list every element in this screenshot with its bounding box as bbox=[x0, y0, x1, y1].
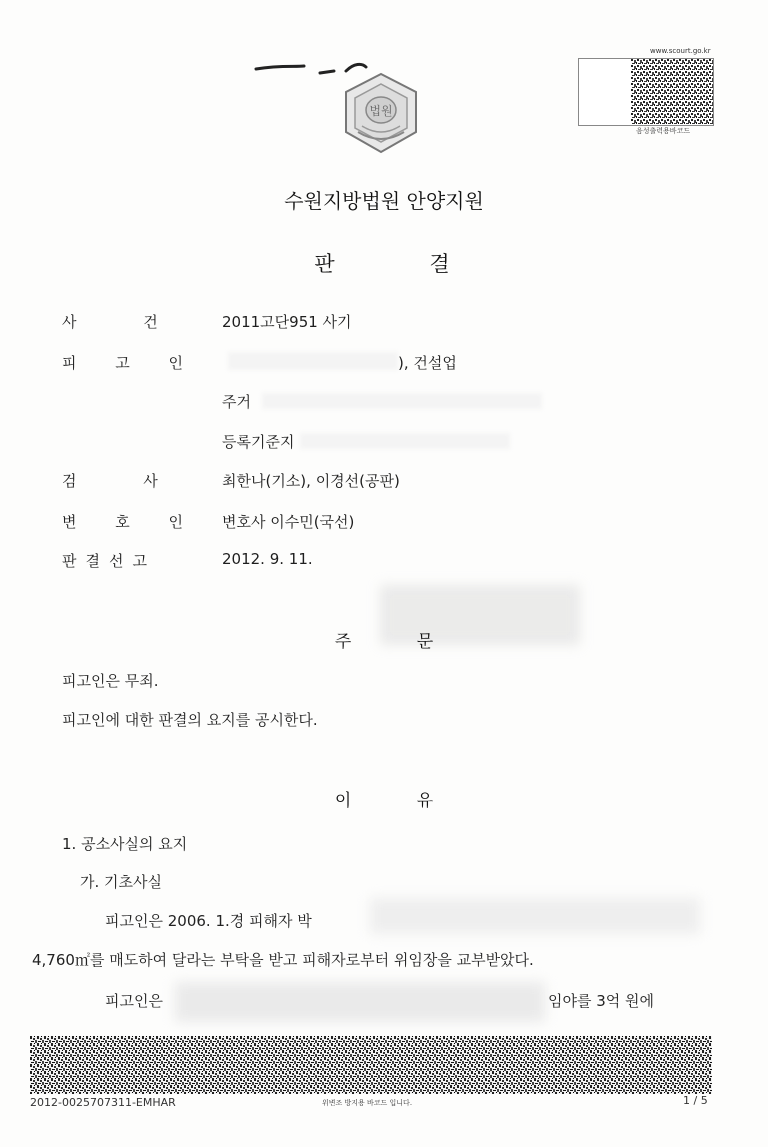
redaction bbox=[228, 352, 398, 370]
subsection-heading: 가. 기초사실 bbox=[80, 873, 162, 891]
paragraph-line: 피고인은 bbox=[105, 992, 163, 1010]
label-prosecutor: 검 사 bbox=[62, 472, 159, 490]
label-registration: 등록기준지 bbox=[222, 433, 295, 451]
barcode-note: 위변조 방지용 바코드 입니다. bbox=[322, 1099, 413, 1107]
order-line: 피고인은 무죄. bbox=[62, 672, 159, 690]
paragraph-line: 4,760㎡를 매도하여 달라는 부탁을 받고 피해자로부터 위임장을 교부받았다. bbox=[32, 951, 534, 969]
label-lawyer: 변 호 인 bbox=[62, 513, 185, 531]
label-defendant: 피 고 인 bbox=[62, 354, 185, 372]
court-name: 수원지방법원 안양지원 bbox=[284, 189, 484, 213]
barcode-caption: 음성출력용바코드 bbox=[636, 127, 691, 135]
redaction bbox=[300, 433, 510, 449]
value-lawyer: 변호사 이수민(국선) bbox=[222, 513, 355, 531]
barcode-icon bbox=[631, 59, 713, 125]
order-title: 주 문 bbox=[334, 632, 434, 652]
value-sentence-date: 2012. 9. 11. bbox=[222, 550, 313, 568]
order-line: 피고인에 대한 판결의 요지를 공시한다. bbox=[62, 711, 318, 729]
redaction bbox=[370, 898, 700, 934]
value-defendant: ), 건설업 bbox=[398, 354, 457, 372]
reason-title: 이 유 bbox=[334, 791, 434, 811]
label-sentence-date: 판결선고 bbox=[62, 552, 156, 570]
page-number: 1 / 5 bbox=[683, 1094, 708, 1107]
paragraph-line: 피고인은 2006. 1.경 피해자 박 bbox=[105, 912, 312, 930]
svg-text:법원: 법원 bbox=[369, 104, 393, 118]
document-title: 판 결 bbox=[314, 252, 454, 276]
redaction bbox=[262, 393, 542, 409]
barcode-box bbox=[578, 58, 714, 126]
value-case: 2011고단951 사기 bbox=[222, 313, 352, 331]
court-seal-icon bbox=[338, 70, 424, 156]
website-url: www.scourt.go.kr bbox=[650, 47, 711, 55]
label-address: 주거 bbox=[222, 393, 251, 411]
section-heading: 1. 공소사실의 요지 bbox=[62, 835, 188, 853]
value-prosecutor: 최한나(기소), 이경선(공판) bbox=[222, 472, 400, 490]
label-case: 사 건 bbox=[62, 313, 159, 331]
anti-forgery-barcode-icon bbox=[30, 1036, 712, 1094]
paragraph-line: 임야를 3억 원에 bbox=[548, 992, 655, 1010]
redaction bbox=[175, 982, 545, 1022]
document-id: 2012-0025707311-EMHAR bbox=[30, 1096, 176, 1109]
